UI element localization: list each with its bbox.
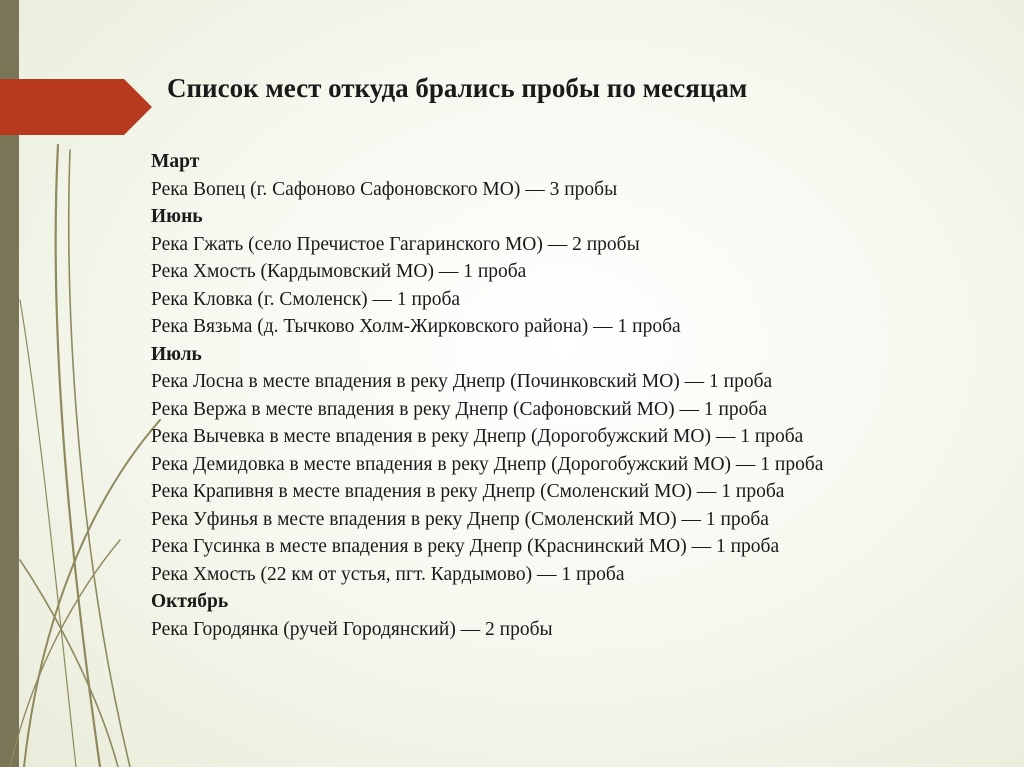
grass-stem	[24, 420, 160, 767]
list-item: Река Вязьма (д. Тычково Холм-Жирковского района) — 1 проба	[151, 316, 681, 337]
list-item: Река Крапивня в месте впадения в реку Днепр (Смоленский МО) — 1 проба	[151, 481, 785, 502]
month-heading: Июль	[151, 343, 202, 365]
month-heading: Октябрь	[151, 591, 229, 612]
grass-stem	[69, 150, 130, 767]
grass-stem	[56, 145, 100, 767]
list-item: Река Городянка (ручей Городянский) — 2 пробы	[151, 618, 553, 640]
list-item: Река Вержа в месте впадения в реку Днепр (Сафоновский МО) — 1 проба	[151, 398, 767, 420]
month-heading: Март	[151, 151, 200, 172]
list-item: Река Хмость (22 км от устья, пгт. Кардымово) — 1 проба	[151, 563, 625, 585]
grass-stem	[20, 560, 118, 767]
list-item: Река Демидовка в месте впадения в реку Днепр (Дорогобужский МО) — 1 проба	[151, 453, 824, 475]
list-item: Река Вычевка в месте впадения в реку Днепр (Дорогобужский МО) — 1 проба	[151, 426, 804, 447]
list-item: Река Гжать (село Пречистое Гагаринского МО) — 2 пробы	[151, 233, 640, 255]
title-accent-arrow	[0, 79, 152, 135]
month-heading: Июнь	[151, 206, 203, 227]
list-item: Река Лосна в месте впадения в реку Днепр (Починковский МО) — 1 проба	[151, 371, 773, 392]
list-item: Река Гусинка в месте впадения в реку Днепр (Краснинский МО) — 1 проба	[151, 536, 780, 557]
grass-stem	[20, 300, 76, 767]
grass-stem	[10, 540, 120, 767]
list-item: Река Кловка (г. Смоленск) — 1 проба	[151, 288, 461, 310]
list-item: Река Хмость (Кардымовский МО) — 1 проба	[151, 261, 527, 282]
page-title: Список мест откуда брались пробы по месяцам	[167, 73, 748, 103]
sample-sites-list	[151, 148, 823, 643]
list-item: Река Уфинья в месте впадения в реку Днепр (Смоленский МО) — 1 проба	[151, 508, 769, 530]
list-item: Река Вопец (г. Сафоново Сафоновского МО) — 3 пробы	[151, 178, 618, 200]
